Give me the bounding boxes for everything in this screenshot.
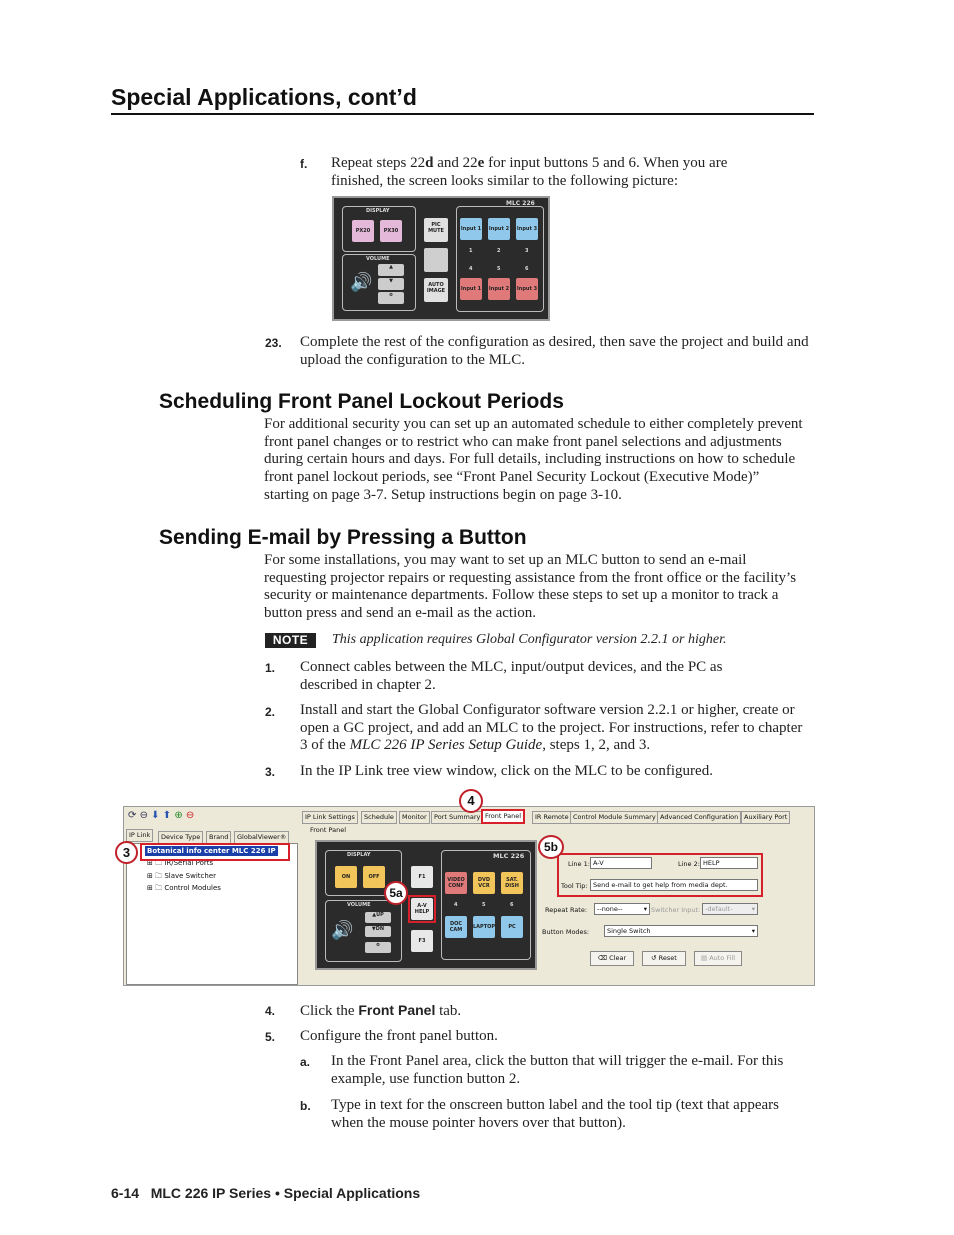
panel-title: MLC 226	[506, 200, 535, 207]
chevron-down-icon: ▾	[643, 905, 647, 913]
switcher-input-select[interactable]: -default- ▾	[702, 903, 758, 915]
tab-advanced-configuration[interactable]: Advanced Configuration	[657, 811, 741, 824]
panel-input-bottom-3: Input 3	[516, 278, 538, 300]
step-2-label: 2.	[265, 705, 276, 719]
step-3-text: In the IP Link tree view window, click on the MLC to be configured.	[300, 763, 713, 779]
line1-input[interactable]: A-V	[590, 857, 652, 869]
step-5-label: 5.	[265, 1030, 276, 1044]
panel-blank-button	[424, 248, 448, 272]
panel-input-top-2: Input 2	[488, 218, 510, 240]
tree-tab-brand[interactable]: Brand	[206, 831, 231, 844]
highlight-f2-button	[408, 895, 436, 923]
substep-a-text: In the Front Panel area, click the button that will trigger the e-mail. For this example, use function button 2.	[331, 1053, 784, 1087]
tab-control-module-summary[interactable]: Control Module Summary	[570, 811, 659, 824]
fp-sat-dish-button[interactable]: SAT. DISH	[501, 872, 523, 894]
arrow-up-icon: ⬆	[162, 810, 172, 821]
tree-item-ports[interactable]: ⊞ 🗀 IR/Serial Ports	[147, 859, 214, 867]
step-4-text: Click the Front Panel tab.	[300, 1002, 462, 1019]
fp-vol-up-button[interactable]: ▲UP	[365, 912, 391, 923]
step-4-label: 4.	[265, 1004, 276, 1018]
panel-input-bottom-1: Input 1	[460, 278, 482, 300]
panel-input-top-3: Input 3	[516, 218, 538, 240]
fp-f2-button[interactable]: A-V HELP	[411, 898, 433, 920]
reset-icon: ↺	[651, 954, 657, 962]
header-rule	[111, 113, 814, 115]
step-23-text: Complete the rest of the configuration as desired, then save the project and build and upload the configuration to the MLC.	[300, 334, 809, 368]
footer-text: MLC 226 IP Series • Special Applications	[150, 1185, 421, 1201]
chevron-down-icon: ▾	[751, 905, 755, 913]
panel-display-button-1: PX20	[352, 220, 374, 242]
tooltip-label: Tool Tip:	[561, 882, 588, 890]
callout-5a: 5a	[384, 881, 408, 905]
page-footer	[111, 1185, 420, 1201]
fp-f1-button[interactable]: F1	[411, 866, 433, 888]
panel-pic-mute: PIC MUTE	[424, 218, 448, 242]
broom-icon: ⌫	[597, 954, 608, 962]
section-email-body: For some installations, you may want to set up an MLC button to send an e-mail requesting projector repairs or requesting assistance from the front office or the facility’s security or maintenance departments. Follow these steps to set up a monitor to track a button press and send an e-mail as the action.	[264, 552, 797, 622]
section-scheduling-body: For additional security you can set up an automated schedule to either completely prevent front panel changes or to restrict who can make front panel selections and adjustments during certain hours and days. For full details, including instructions on how to schedule front panel lockout periods, see “Front Panel Security Lockout (Executive Mode)” starting on page 3-7. Setup instructions begin on page 3-10.	[264, 416, 803, 503]
button-modes-label: Button Modes:	[542, 928, 590, 936]
line2-label: Line 2:	[678, 860, 700, 868]
chevron-down-icon: ▾	[751, 927, 755, 935]
fp-title: MLC 226	[493, 852, 525, 860]
panel-number-2: 2	[497, 248, 501, 254]
mute-icon: ⦸	[378, 292, 404, 304]
tab-schedule[interactable]: Schedule	[361, 811, 397, 824]
step-3-label: 3.	[265, 765, 276, 779]
panel-number-1: 1	[469, 248, 473, 254]
ip-link-tree	[126, 843, 298, 985]
tab-monitor[interactable]: Monitor	[399, 811, 430, 824]
fp-video-conf-button[interactable]: VIDEO CONF	[445, 872, 467, 894]
fp-pc-button[interactable]: PC	[501, 916, 523, 938]
fp-off-button[interactable]: OFF	[363, 866, 385, 888]
speaker-icon: 🔊	[350, 272, 373, 292]
reset-button[interactable]: ↺ Reset	[642, 951, 686, 966]
tab-iplink-settings[interactable]: IP Link Settings	[302, 811, 358, 824]
step-1-label: 1.	[265, 661, 276, 675]
step-23-label: 23.	[265, 336, 282, 350]
page-number: 6-14	[111, 1185, 140, 1201]
clear-button[interactable]: ⌫ Clear	[590, 951, 634, 966]
substep-b-label: b.	[300, 1099, 311, 1113]
tree-tab-globalviewer[interactable]: GlobalViewer®	[234, 831, 289, 844]
tree-tab-devicetype[interactable]: Device Type	[158, 831, 203, 844]
note-text: This application requires Global Configurator version 2.2.1 or higher.	[332, 632, 727, 647]
fp-laptop-button[interactable]: LAPTOP	[473, 916, 495, 938]
tab-front-panel[interactable]: Front Panel	[481, 809, 525, 824]
repeat-rate-select[interactable]: --none-- ▾	[594, 903, 650, 915]
gc-screenshot	[122, 793, 815, 986]
fp-f3-button[interactable]: F3	[411, 930, 433, 952]
substep-a-label: a.	[300, 1055, 311, 1069]
line1-label: Line 1:	[568, 860, 590, 868]
volume-label: VOLUME	[366, 256, 390, 262]
fp-doc-cam-button[interactable]: DOC CAM	[445, 916, 467, 938]
remove-icon: ⊖	[139, 810, 148, 821]
switcher-input-label: Switcher Input:	[651, 906, 701, 914]
fp-on-button[interactable]: ON	[335, 866, 357, 888]
repeat-rate-label: Repeat Rate:	[545, 906, 588, 914]
page-title: Special Applications, cont’d	[111, 84, 417, 110]
add-icon: ⊕	[174, 810, 183, 821]
substep-b-text: Type in text for the onscreen button label and the tool tip (text that appears when the mouse pointer hovers over that button).	[331, 1097, 779, 1131]
fp-speaker-icon: 🔊	[331, 920, 354, 941]
section-heading-scheduling: Scheduling Front Panel Lockout Periods	[159, 390, 564, 413]
note-badge: NOTE	[265, 633, 316, 648]
arrow-down-icon: ⬇	[151, 810, 160, 821]
fp-volume-label: VOLUME	[347, 902, 371, 908]
step-5-text: Configure the front panel button.	[300, 1028, 498, 1044]
refresh-icon: ⟳	[128, 810, 137, 821]
display-label: DISPLAY	[366, 208, 390, 214]
tab-auxiliary-port[interactable]: Auxiliary Port	[741, 811, 790, 824]
tree-item-slave[interactable]: ⊞ 🗀 Slave Switcher	[147, 872, 217, 880]
step-1-text: Connect cables between the MLC, input/output devices, and the PC as described in chapter 2.	[300, 659, 723, 693]
tooltip-input[interactable]: Send e-mail to get help from media dept.	[590, 879, 758, 891]
callout-4: 4	[459, 789, 483, 813]
step-f-label: f.	[300, 157, 308, 171]
front-panel-group-label: Front Panel	[310, 826, 347, 834]
volume-down-icon: ▼	[378, 278, 404, 290]
tree-item-modules[interactable]: ⊞ 🗀 Control Modules	[147, 884, 221, 892]
panel-number-4: 4	[469, 266, 473, 272]
panel-display-button-2: PX30	[380, 220, 402, 242]
volume-up-icon: ▲	[378, 264, 404, 276]
auto-fill-button[interactable]: ▤ Auto Fill	[694, 951, 742, 966]
fp-vol-down-button[interactable]: ▼DN	[365, 926, 391, 937]
button-modes-select[interactable]: Single Switch ▾	[604, 925, 758, 937]
highlight-tree-item	[140, 843, 290, 861]
toolbar-icons	[128, 810, 194, 821]
tab-port-summary[interactable]: Port Summary	[431, 811, 483, 824]
fp-number-4: 4	[454, 902, 458, 908]
fp-number-5: 5	[482, 902, 486, 908]
delete-icon: ⊖	[185, 810, 195, 821]
tab-ir-remote[interactable]: IR Remote	[532, 811, 572, 824]
panel-input-bottom-2: Input 2	[488, 278, 510, 300]
panel-auto-image: AUTO IMAGE	[424, 278, 448, 302]
panel-number-3: 3	[525, 248, 529, 254]
panel-input-top-1: Input 1	[460, 218, 482, 240]
tree-tab-iplink[interactable]: IP Link	[126, 829, 153, 842]
fp-display-label: DISPLAY	[347, 852, 371, 858]
fill-icon: ▤	[700, 954, 708, 962]
tree-item-mlc[interactable]: Botanical info center MLC 226 IP	[147, 847, 276, 855]
mlc-panel-figure	[332, 196, 550, 321]
callout-5b: 5b	[538, 835, 564, 859]
callout-3: 3	[115, 841, 138, 864]
front-panel-preview	[315, 840, 537, 970]
step-f-text: Repeat steps 22d and 22e for input buttons 5 and 6. When you are finished, the screen looks similar to the following picture:	[331, 155, 728, 189]
fp-number-6: 6	[510, 902, 514, 908]
line2-input[interactable]: HELP	[700, 857, 758, 869]
fp-mute-icon[interactable]: ⦸	[365, 942, 391, 953]
section-heading-email: Sending E-mail by Pressing a Button	[159, 526, 527, 549]
fp-dvd-vcr-button[interactable]: DVD VCR	[473, 872, 495, 894]
step-2-text: Install and start the Global Configurator software version 2.2.1 or higher, create or open a GC project, and add an MLC to the project. For instructions, refer to chapter 3 of the MLC 226 IP Series Setup Guide, steps 1, 2, and 3.	[300, 702, 803, 754]
panel-number-5: 5	[497, 266, 501, 272]
panel-number-6: 6	[525, 266, 529, 272]
